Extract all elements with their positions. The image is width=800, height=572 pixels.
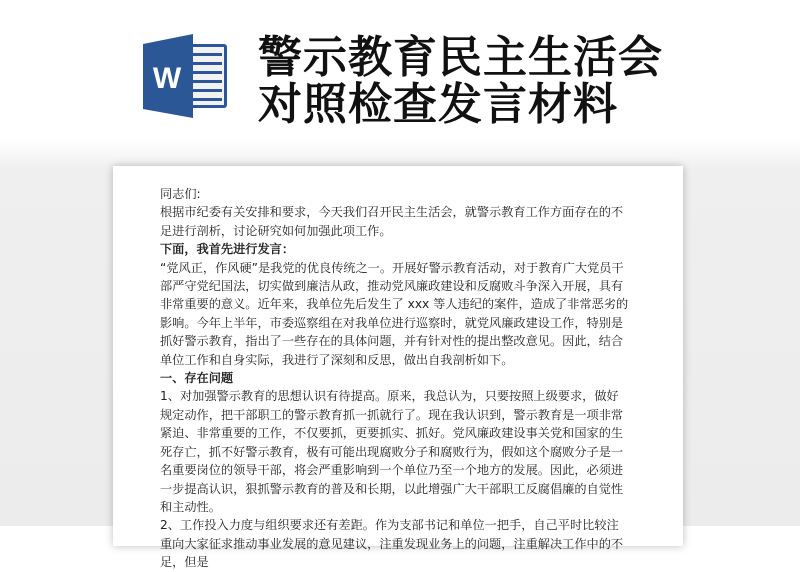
header [0, 0, 800, 150]
paragraph-heading: 下面，我首先进行发言： [160, 242, 295, 257]
title-line-1: 警示教育民主生活会 [258, 32, 663, 83]
paragraph: “党风正，作风硬”是我党的优良传统之一。开展好警示教育活动，对于教育广大党员干部严守党纪国法，切实做到廉洁从政，推动党风廉政建设和反腐败斗争深入开展，具有非常重要的意义。近年来，我单位先后发生了 xxx 等人违纪的案件，造成了非常恶劣的影响。今年上半年，市委巡察组在对我单位进行巡察时，就党风廉政建设工作，特别是抓好警示教育，指出了一些存在的具体问题，并有针对性的提出整改意见。因此，结合单位工作和自身实际，我进行了深刻和反思，做出自我剖析如下。 [160, 260, 629, 367]
paragraph: 根据市纪委有关安排和要求，今天我们召开民主生活会，就警示教育工作方面存在的不足进行剖析，讨论研究如何加强此项工作。 [160, 205, 624, 238]
section-heading: 一、存在问题 [160, 371, 234, 386]
paragraph: 2、工作投入力度与组织要求还有差距。作为支部书记和单位一把手，自己平时比较注重向大家征求推动事业发展的意见建议，注重发现业务上的问题，注重解决工作中的不足，但是 [160, 518, 624, 570]
svg-text:W: W [152, 62, 182, 95]
document-page [113, 166, 683, 570]
paragraph: 1、对加强警示教育的思想认识有待提高。原来，我总认为，只要按照上级要求，做好规定动作，把干部职工的警示教育抓一抓就行了。现在我认识到，警示教育是一项非常紧迫、非常重要的工作，不仅要抓，更要抓实、抓好。党风廉政建设事关党和国家的生死存亡，抓不好警示教育，极有可能出现腐败分子和腐败行为，假如这个腐败分子是一名重要岗位的领导干部，将会严重影响到一个单位乃至一个地方的发展。因此，必须进一步提高认识，狠抓警示教育的普及和长期，以此增强广大干部职工反腐倡廉的自觉性和主动性。 [160, 389, 624, 514]
word-icon [143, 34, 229, 118]
page-title [258, 34, 663, 128]
title-line-2: 对照检查发言材料 [258, 79, 618, 130]
greeting: 同志们: [160, 187, 201, 201]
document-body [160, 185, 630, 572]
